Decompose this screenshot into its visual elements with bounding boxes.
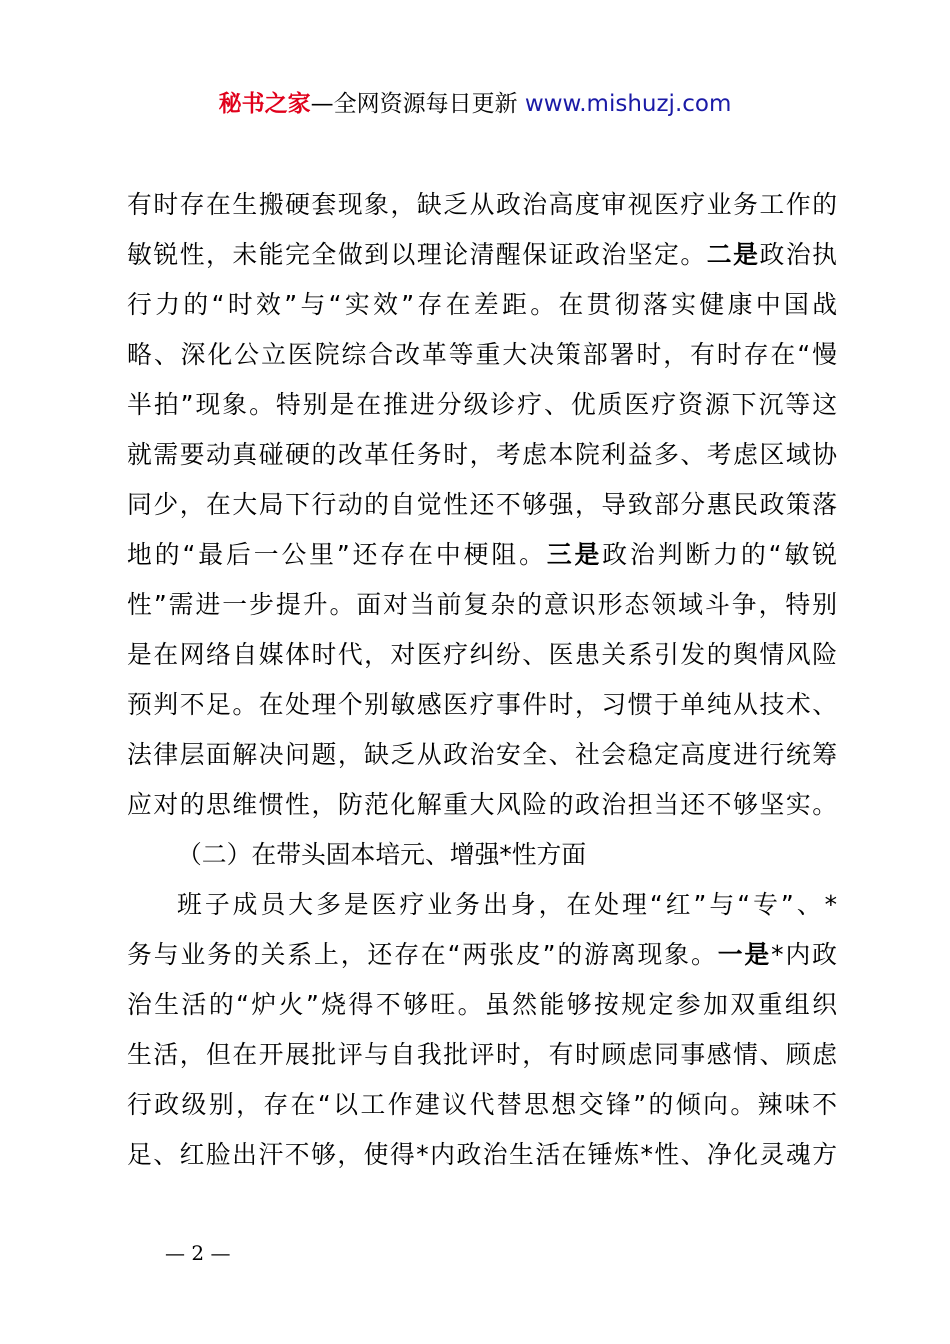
text-line: 性”需进一步提升。面对当前复杂的意识形态领域斗争，特别 xyxy=(127,590,837,619)
text-line: 生活，但在开展批评与自我批评时，有时顾虑同事感情、顾虑 xyxy=(127,1040,837,1069)
text-segment: 地的“最后一公里”还存在中梗阻。 xyxy=(127,540,547,569)
banner-tagline: —全网资源每日更新 xyxy=(310,91,525,117)
text-line: 班子成员大多是医疗业务出身，在处理“红”与“专”、* xyxy=(177,890,837,919)
text-line: 就需要动真碰硬的改革任务时，考虑本院利益多、考虑区域协 xyxy=(127,440,837,469)
text-line: 行政级别，存在“以工作建议代替思想交锋”的倾向。辣味不 xyxy=(127,1090,837,1119)
brand-name: 秘书之家 xyxy=(218,91,311,117)
text-line xyxy=(127,930,837,980)
text-segment: 敏锐性，未能完全做到以理论清醒保证政治坚定。 xyxy=(127,240,707,269)
text-segment: *内政 xyxy=(771,940,837,969)
text-segment: 务与业务的关系上，还存在“两张皮”的游离现象。 xyxy=(127,940,718,969)
point-marker-two: 二是 xyxy=(706,240,760,269)
site-banner xyxy=(0,84,950,124)
document-body xyxy=(127,180,837,1180)
text-line: 法律层面解决问题，缺乏从政治安全、社会稳定高度进行统筹 xyxy=(127,740,837,769)
text-line: 预判不足。在处理个别敏感医疗事件时，习惯于单纯从技术、 xyxy=(127,690,837,719)
text-line: 同少，在大局下行动的自觉性还不够强，导致部分惠民政策落 xyxy=(127,490,837,519)
page-number: — 2 — xyxy=(165,1241,231,1265)
text-line xyxy=(127,230,837,280)
text-segment: 政治执 xyxy=(759,240,837,269)
text-line: 治生活的“炉火”烧得不够旺。虽然能够按规定参加双重组织 xyxy=(127,990,837,1019)
text-line: 半拍”现象。特别是在推进分级诊疗、优质医疗资源下沉等这 xyxy=(127,390,837,419)
point-marker-three: 三是 xyxy=(546,540,603,569)
site-url-link[interactable]: www.mishuzj.com xyxy=(524,91,732,117)
text-line: 足、红脸出汗不够，使得*内政治生活在锤炼*性、净化灵魂方 xyxy=(127,1140,837,1169)
point-marker-one: 一是 xyxy=(717,940,772,969)
text-line: 应对的思维惯性，防范化解重大风险的政治担当还不够坚实。 xyxy=(127,790,837,819)
text-line: 是在网络自媒体时代，对医疗纠纷、医患关系引发的舆情风险 xyxy=(127,640,837,669)
text-segment: 政治判断力的“敏锐 xyxy=(602,540,837,569)
text-line: 有时存在生搬硬套现象，缺乏从政治高度审视医疗业务工作的 xyxy=(127,190,837,219)
text-line: 略、深化公立医院综合改革等重大决策部署时，有时存在“慢 xyxy=(127,340,837,369)
section-heading: （二）在带头固本培元、增强*性方面 xyxy=(177,840,587,869)
text-line: 行力的“时效”与“实效”存在差距。在贯彻落实健康中国战 xyxy=(127,290,837,319)
text-line xyxy=(127,530,837,580)
